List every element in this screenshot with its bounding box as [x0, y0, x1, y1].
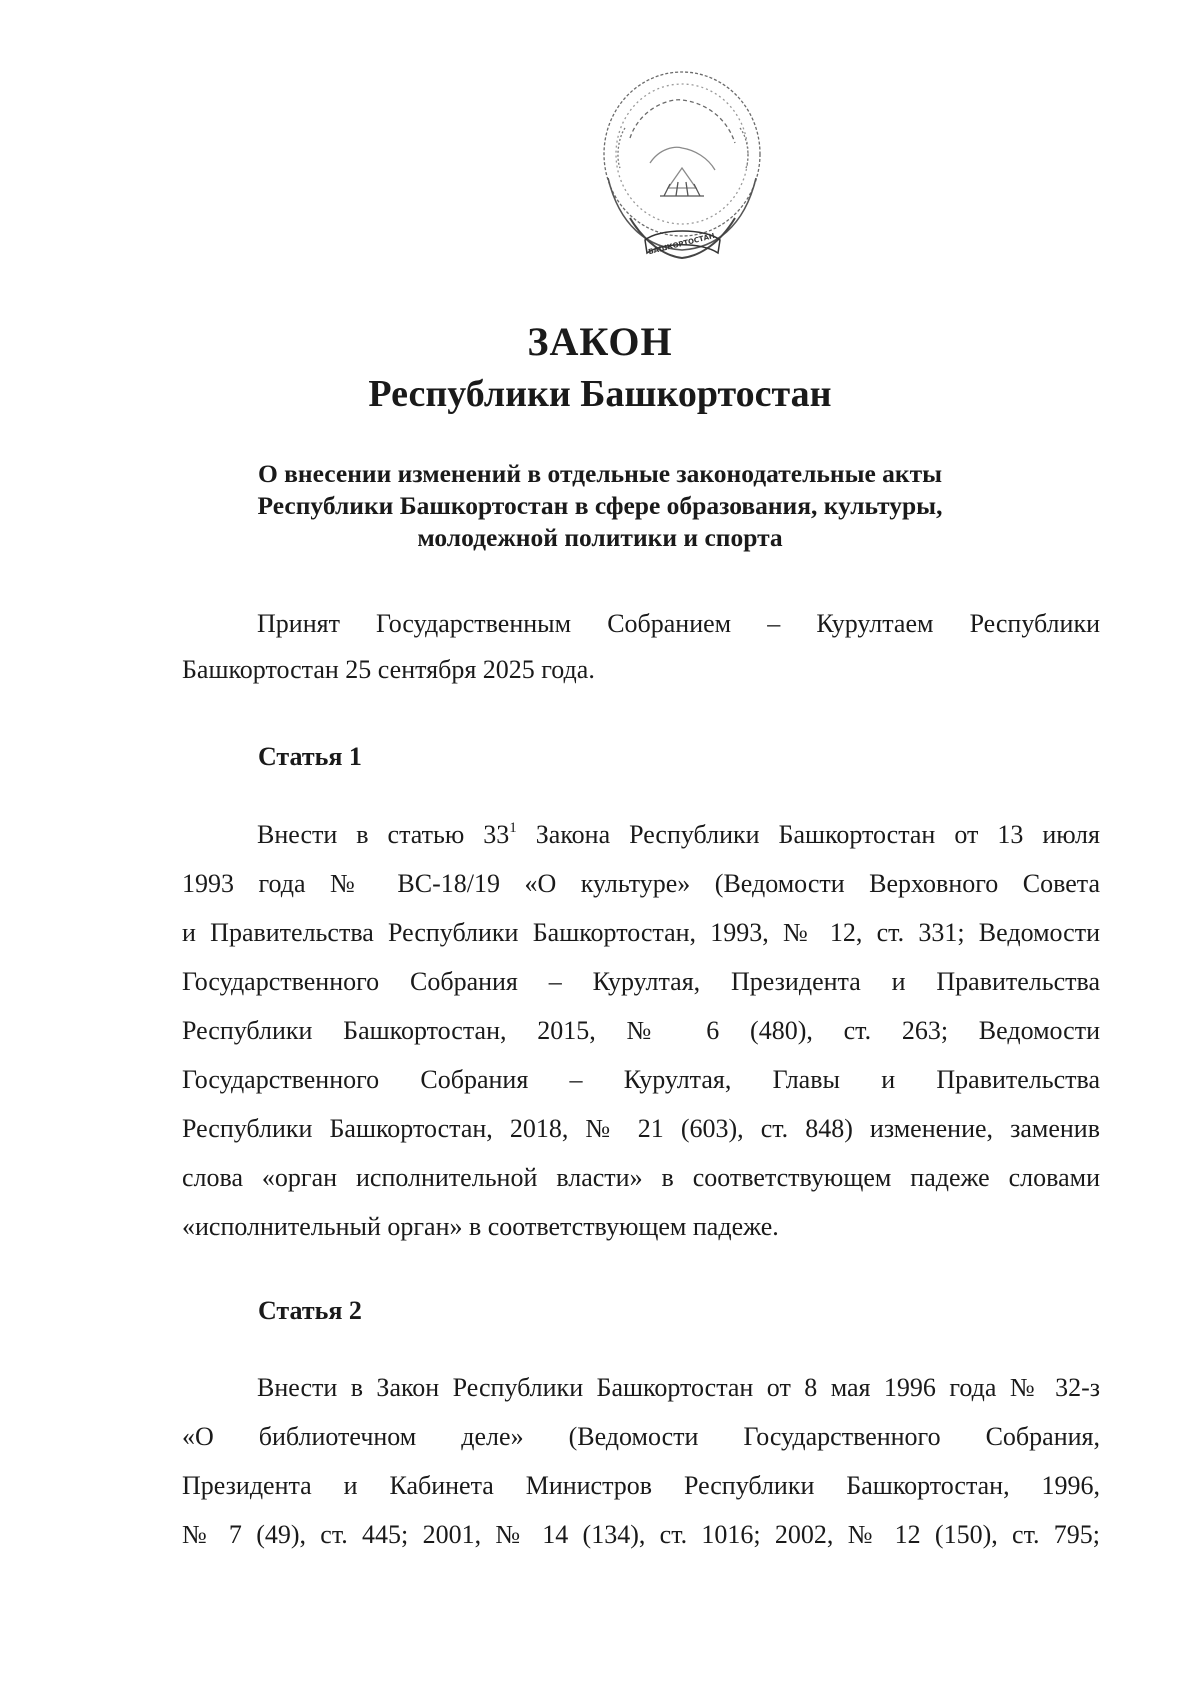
article-1-line-end: Закона Республики Башкортостан от 13 июля [516, 820, 1100, 849]
coat-of-arms-icon [590, 68, 775, 273]
adoption-line: Башкортостан 25 сентября 2025 года. [182, 655, 595, 684]
superscript: 1 [509, 820, 517, 836]
article-1-line: слова «орган исполнительной власти» в соответствующем падеже словами [182, 1163, 1100, 1192]
article-2-text [182, 1363, 1100, 1559]
subject-line: молодежной политики и спорта [417, 523, 783, 552]
article-1-line [182, 810, 1100, 859]
adoption-statement [182, 601, 1100, 693]
article-2-line: № 7 (49), ст. 445; 2001, № 14 (134), ст. 1016; 2002, № 12 (150), ст. 795; [182, 1520, 1100, 1549]
article-1-line: 1993 года № ВС-18/19 «О культуре» (Ведомости Верховного Совета [182, 869, 1100, 898]
article-1-line-start: Внести в статью 33 [257, 820, 510, 849]
article-1-line: Государственного Собрания – Курултая, Президента и Правительства [182, 967, 1100, 996]
article-1-line: и Правительства Республики Башкортостан, 1993, № 12, ст. 331; Ведомости [182, 918, 1100, 947]
article-1-line: Республики Башкортостан, 2015, № 6 (480), ст. 263; Ведомости [182, 1016, 1100, 1045]
article-2-line: Внести в Закон Республики Башкортостан от 8 мая 1996 года № 32-з [257, 1373, 1100, 1402]
article-1-line: «исполнительный орган» в соответствующем падеже. [182, 1212, 779, 1241]
adoption-line: Принят Государственным Собранием – Курултаем Республики [257, 609, 1100, 638]
issuer-title: Республики Башкортостан [368, 373, 832, 415]
subject-line: О внесении изменений в отдельные законодательные акты [257, 459, 943, 488]
article-2-line: «О библиотечном деле» (Ведомости Государственного Собрания, [182, 1422, 1100, 1451]
article-1-line: Государственного Собрания – Курултая, Главы и Правительства [182, 1065, 1100, 1094]
law-subject [0, 458, 1200, 554]
article-1-line: Республики Башкортостан, 2018, № 21 (603), ст. 848) изменение, заменив [182, 1114, 1100, 1143]
article-1-text [182, 810, 1100, 1251]
subject-line: Республики Башкортостан в сфере образования, культуры, [257, 491, 943, 520]
article-1-heading: Статья 1 [258, 742, 362, 771]
emblem-ribbon-text: БАШКОРТОСТАН [647, 231, 716, 257]
article-2-line: Президента и Кабинета Министров Республики Башкортостан, 1996, [182, 1471, 1100, 1500]
document-type-title: ЗАКОН [527, 319, 673, 364]
article-2-heading: Статья 2 [258, 1296, 362, 1325]
